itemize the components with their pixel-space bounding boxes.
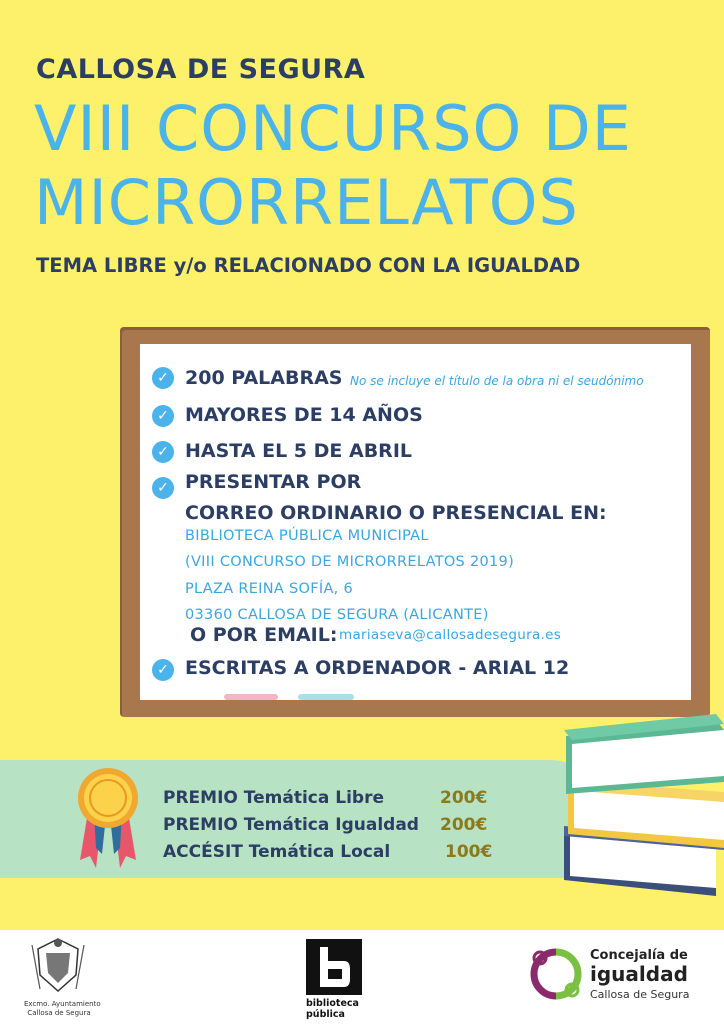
title-line-1: VIII CONCURSO DE <box>34 92 632 165</box>
item-format: ESCRITAS A ORDENADOR - ARIAL 12 <box>185 657 570 679</box>
prize-2-amount: 200€ <box>440 815 488 835</box>
ayuntamiento-line-2: Callosa de Segura <box>27 1009 91 1017</box>
item-words: 200 PALABRAS <box>185 367 343 389</box>
item-deadline: HASTA EL 5 DE ABRIL <box>185 440 412 462</box>
prize-2-label: PREMIO Temática Igualdad <box>163 815 419 835</box>
item-submit: PRESENTAR POR <box>185 471 362 493</box>
email-link[interactable]: mariaseva@callosadesegura.es <box>339 627 562 643</box>
concejalia-line-3: Callosa de Segura <box>590 988 690 1001</box>
biblioteca-line-2: pública <box>306 1009 345 1020</box>
ayuntamiento-line-1: Excmo. Ayuntamiento <box>24 1000 101 1008</box>
biblioteca-logo-icon <box>306 939 362 995</box>
check-icon: ✓ <box>152 477 174 499</box>
check-icon: ✓ <box>152 441 174 463</box>
delivery-heading: CORREO ORDINARIO O PRESENCIAL EN: <box>185 502 607 524</box>
city-name: CALLOSA DE SEGURA <box>36 54 366 85</box>
item-age: MAYORES DE 14 AÑOS <box>185 404 423 426</box>
coat-of-arms-icon <box>30 935 86 997</box>
check-icon: ✓ <box>152 659 174 681</box>
chalk-pink <box>224 694 278 700</box>
biblioteca-line-1: biblioteca <box>306 998 359 1009</box>
igualdad-logo-icon <box>528 946 584 1002</box>
check-icon: ✓ <box>152 367 174 389</box>
title-line-2: MICRORRELATOS <box>34 166 579 239</box>
concejalia-line-1: Concejalía de <box>590 948 688 963</box>
address-line-1: BIBLIOTECA PÚBLICA MUNICIPAL <box>185 528 429 544</box>
medal-icon <box>72 764 144 874</box>
prize-1-amount: 200€ <box>440 788 488 808</box>
item-words-note: No se incluye el título de la obra ni el seudónimo <box>350 374 644 388</box>
email-label: O POR EMAIL: <box>190 624 338 646</box>
prize-3-label: ACCÉSIT Temática Local <box>163 842 391 862</box>
address-line-2: (VIII CONCURSO DE MICRORRELATOS 2019) <box>185 554 515 570</box>
address-line-3: PLAZA REINA SOFÍA, 6 <box>185 581 354 597</box>
concejalia-line-2: igualdad <box>590 962 688 986</box>
books-icon <box>556 700 724 900</box>
prize-3-amount: 100€ <box>445 842 493 862</box>
subtitle: TEMA LIBRE y/o RELACIONADO CON LA IGUALDAD <box>36 254 581 277</box>
check-icon: ✓ <box>152 405 174 427</box>
prize-1-label: PREMIO Temática Libre <box>163 788 384 808</box>
address-line-4: 03360 CALLOSA DE SEGURA (ALICANTE) <box>185 607 489 623</box>
chalk-blue <box>298 694 354 700</box>
